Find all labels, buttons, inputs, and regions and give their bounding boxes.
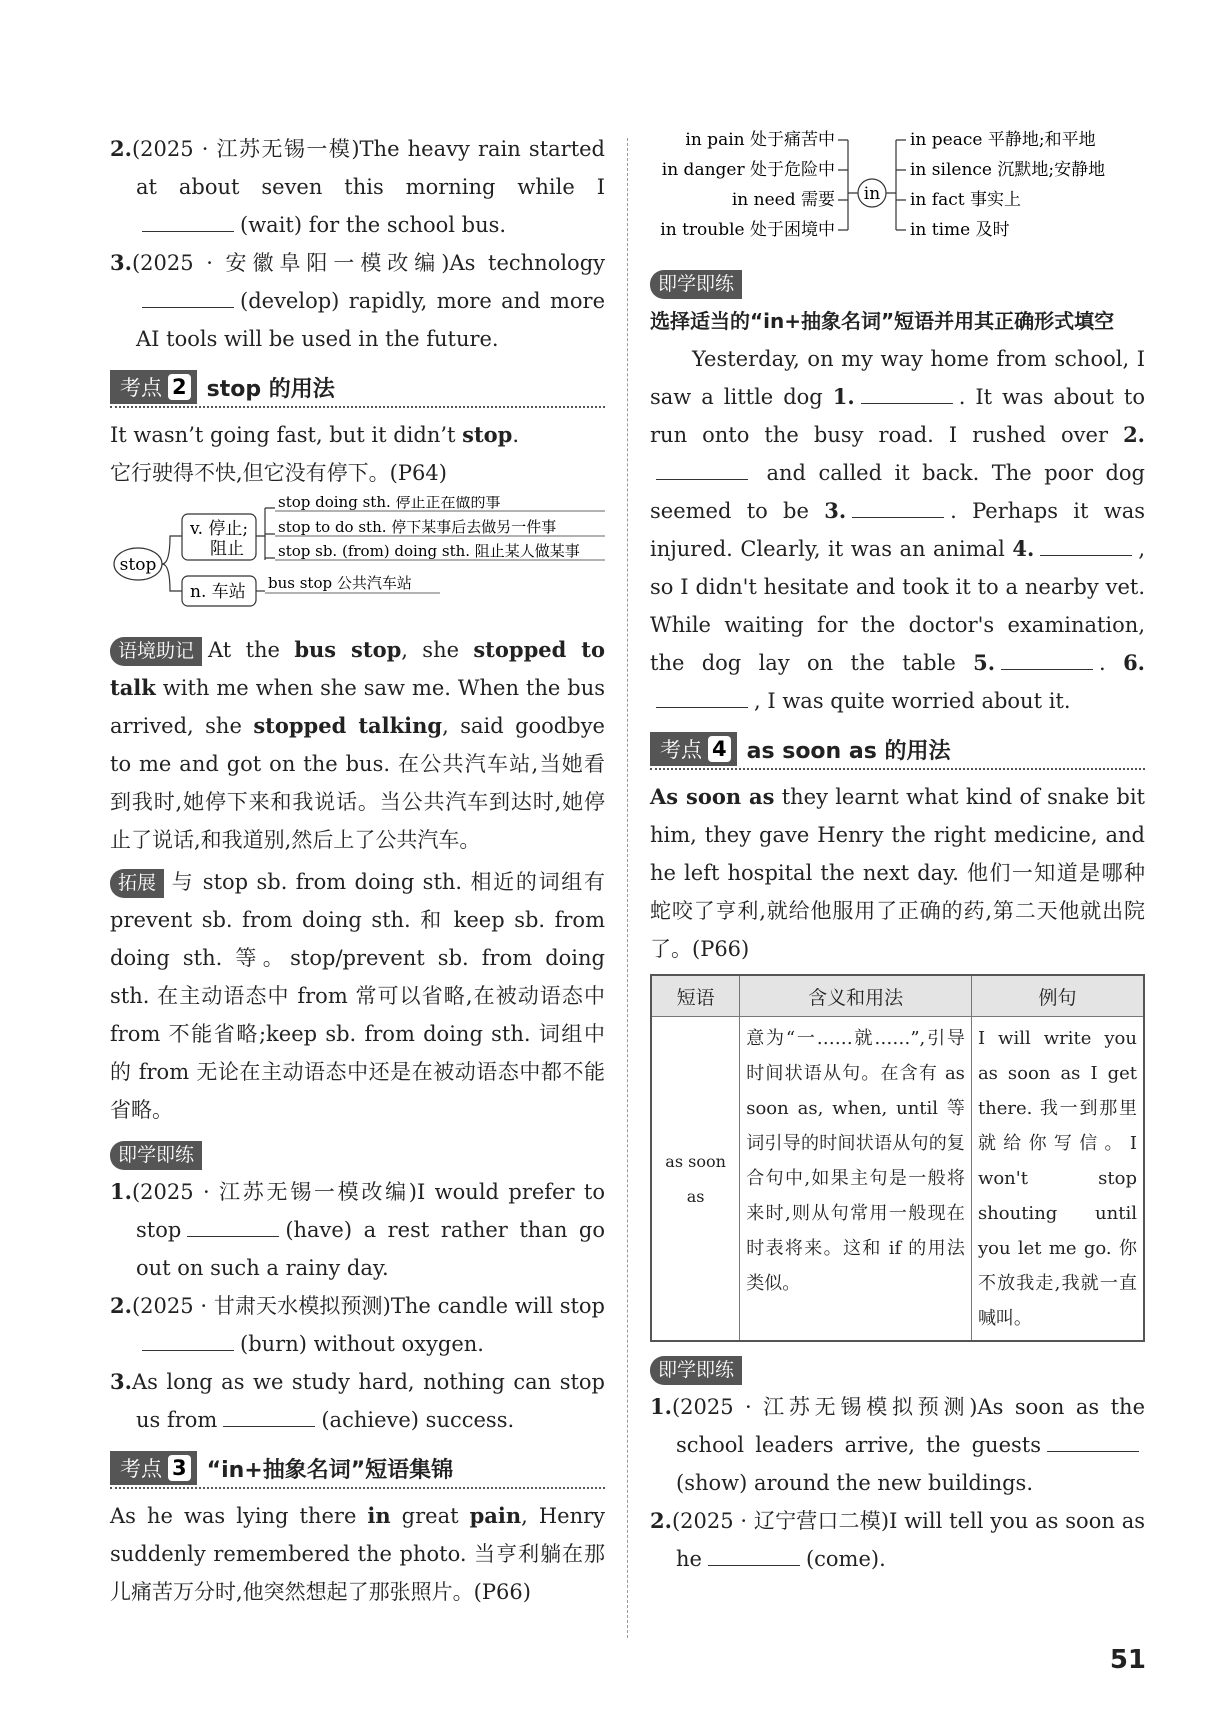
diagram-noun-label: n. 车站 — [190, 582, 246, 602]
context-tag: 语境助记 — [110, 637, 202, 666]
exercise-item: 3.(2025 · 安徽阜阳一模改编)As technology(develop) rapidly, more and more AI tools will be used in the future. — [110, 250, 606, 351]
section-header-kd4: 考点 4 as soon as 的用法 — [650, 730, 1145, 770]
exercise-item: 2.(2025 · 辽宁营口二模)I will tell you as soon as he (come). — [650, 1508, 1145, 1571]
table-cell: I will write you as soon as I get there. 我一到那里就给你写信。I won't stop shouting until you let me go. 你不放我走,我就一直喊叫。 — [971, 1017, 1144, 1342]
table-row — [651, 1017, 1144, 1342]
example-translation: 它行驶得不快,但它没有停下。(P64) — [110, 461, 447, 485]
usage-table — [650, 974, 1145, 1342]
answer-blank[interactable] — [187, 1216, 279, 1237]
in-phrase-right: in time 及时 — [910, 220, 1010, 240]
answer-blank[interactable] — [1040, 535, 1132, 556]
diagram-verb-3: stop sb. (from) doing sth. 阻止某人做某事 — [278, 542, 580, 560]
exercise-item: 1.(2025 · 江苏无锡一模改编)I would prefer to stop (have) a rest rather than go out on such a rainy day. — [110, 1179, 605, 1280]
extend-tag: 拓展 — [110, 869, 164, 898]
exercise-item: 1.(2025 · 江苏无锡模拟预测)As soon as the school leaders arrive, the guests(show) around the new buildings. — [650, 1394, 1145, 1495]
cloze-passage: Yesterday, on my way home from school, I saw a little dog 1. . It was about to run onto the busy road. I rushed over 2. and called it back. The poor dog seemed to be 3. . Perhaps it was injured. Clearly, it was an animal 4. , so I didn't hesitate and took it to a nearby vet. While waiting for the doctor's examination, the dog lay on the table 5. . 6., I was quite worried about it. — [650, 347, 1145, 713]
table-header: 短语 — [651, 975, 740, 1017]
example-sentence: It wasn’t going fast, but it didn’t stop. — [110, 422, 520, 447]
in-phrase-right: in fact 事实上 — [910, 190, 1021, 210]
in-phrase-right: in peace 平静地;和平地 — [910, 130, 1096, 150]
diagram-verb-2: stop to do sth. 停下某事后去做另一件事 — [278, 518, 557, 536]
instruction: 选择适当的“in+抽象名词”短语并用其正确形式填空 — [650, 309, 1115, 333]
exercise-item: 2.(2025 · 甘肃天水模拟预测)The candle will stop(burn) without oxygen. — [110, 1293, 606, 1356]
example-sentence: As he was lying there in great pain, Henry suddenly remembered the photo. 当亨利躺在那儿痛苦万分时,他突然想起了那张照片。(P66) — [110, 1503, 605, 1604]
section-title: stop 的用法 — [206, 376, 335, 402]
table-cell: 意为“一……就……”,引导时间状语从句。在含有 as soon as, when, until 等词引导的时间状语从句的复合句中,如果主句是一般将来时,则从句常用一般现在时表将来。这和 if 的用法类似。 — [740, 1017, 972, 1342]
svg-text:阻止: 阻止 — [210, 539, 244, 559]
context-memo: 语境助记 At the bus stop, she stopped to talk with me when she saw me. When the bus arrived, she stopped talking, said goodbye to me and got on the bus. 在公共汽车站,当她看到我时,她停下来和我说话。当公共汽车到达时,她停止了说话,和我道别,然后上了公共汽车。 — [110, 637, 605, 852]
in-phrase-left: in danger 处于危险中 — [661, 160, 835, 180]
answer-blank[interactable] — [1001, 649, 1093, 670]
answer-blank[interactable] — [656, 459, 748, 480]
answer-blank[interactable] — [142, 1330, 234, 1351]
answer-blank[interactable] — [223, 1406, 315, 1427]
section-header-kd3: 考点 3 “in+抽象名词”短语集锦 — [110, 1449, 605, 1489]
practice-tag: 即学即练 — [650, 1356, 742, 1385]
diagram-root: stop — [119, 555, 157, 575]
answer-blank[interactable] — [861, 383, 953, 404]
table-cell: as soon as — [651, 1017, 740, 1342]
exercise-item: 2.(2025 · 江苏无锡一模)The heavy rain started at about seven this morning while I(wait) for the school bus. — [110, 136, 605, 237]
table-header: 例句 — [971, 975, 1144, 1017]
table-header: 含义和用法 — [740, 975, 972, 1017]
diagram-verb-1: stop doing sth. 停止正在做的事 — [278, 496, 501, 511]
section-header-kd2: 考点 2 stop 的用法 — [110, 368, 605, 408]
in-phrase-diagram — [650, 130, 1145, 260]
in-phrase-left: in pain 处于痛苦中 — [685, 130, 835, 150]
exercise-item: 3.As long as we study hard, nothing can stop us from (achieve) success. — [110, 1369, 605, 1432]
practice-tag: 即学即练 — [650, 270, 742, 299]
in-phrase-left: in need 需要 — [731, 190, 835, 210]
practice-tag: 即学即练 — [110, 1141, 202, 1170]
right-column — [650, 130, 1145, 1578]
in-phrase-left: in trouble 处于困境中 — [660, 220, 835, 240]
extension-note: 拓展 与 stop sb. from doing sth. 相近的词组有 prevent sb. from doing sth. 和 keep sb. from doing sth. 等。stop/prevent sb. from doing sth. 在主动语态中 from 常可以省略,在被动语态中 from 不能省略;keep sb. from doing sth. 词组中的 from 无论在主动语态中还是在被动语态中都不能省略。 — [110, 870, 605, 1122]
section-title: “in+抽象名词”短语集锦 — [206, 1457, 454, 1483]
answer-blank[interactable] — [1047, 1431, 1139, 1452]
page-number: 51 — [1109, 1645, 1146, 1675]
section-title: as soon as 的用法 — [746, 738, 951, 764]
diagram-noun-1: bus stop 公共汽车站 — [268, 574, 412, 592]
in-phrase-right: in silence 沉默地;安静地 — [910, 160, 1106, 180]
answer-blank[interactable] — [142, 211, 234, 232]
left-column — [110, 130, 605, 1611]
diagram-center: in — [863, 184, 881, 204]
answer-blank[interactable] — [852, 497, 944, 518]
answer-blank[interactable] — [142, 287, 234, 308]
stop-diagram — [110, 496, 605, 621]
example-sentence: As soon as they learnt what kind of snake bit him, they gave Henry the right medicine, and he left hospital the next day. 他们一知道是哪种蛇咬了亨利,就给他服用了正确的药,第二天他就出院了。(P66) — [650, 784, 1145, 961]
diagram-verb-label: v. 停止; — [190, 519, 249, 539]
answer-blank[interactable] — [708, 1545, 800, 1566]
column-divider — [627, 138, 628, 1638]
answer-blank[interactable] — [656, 687, 748, 708]
